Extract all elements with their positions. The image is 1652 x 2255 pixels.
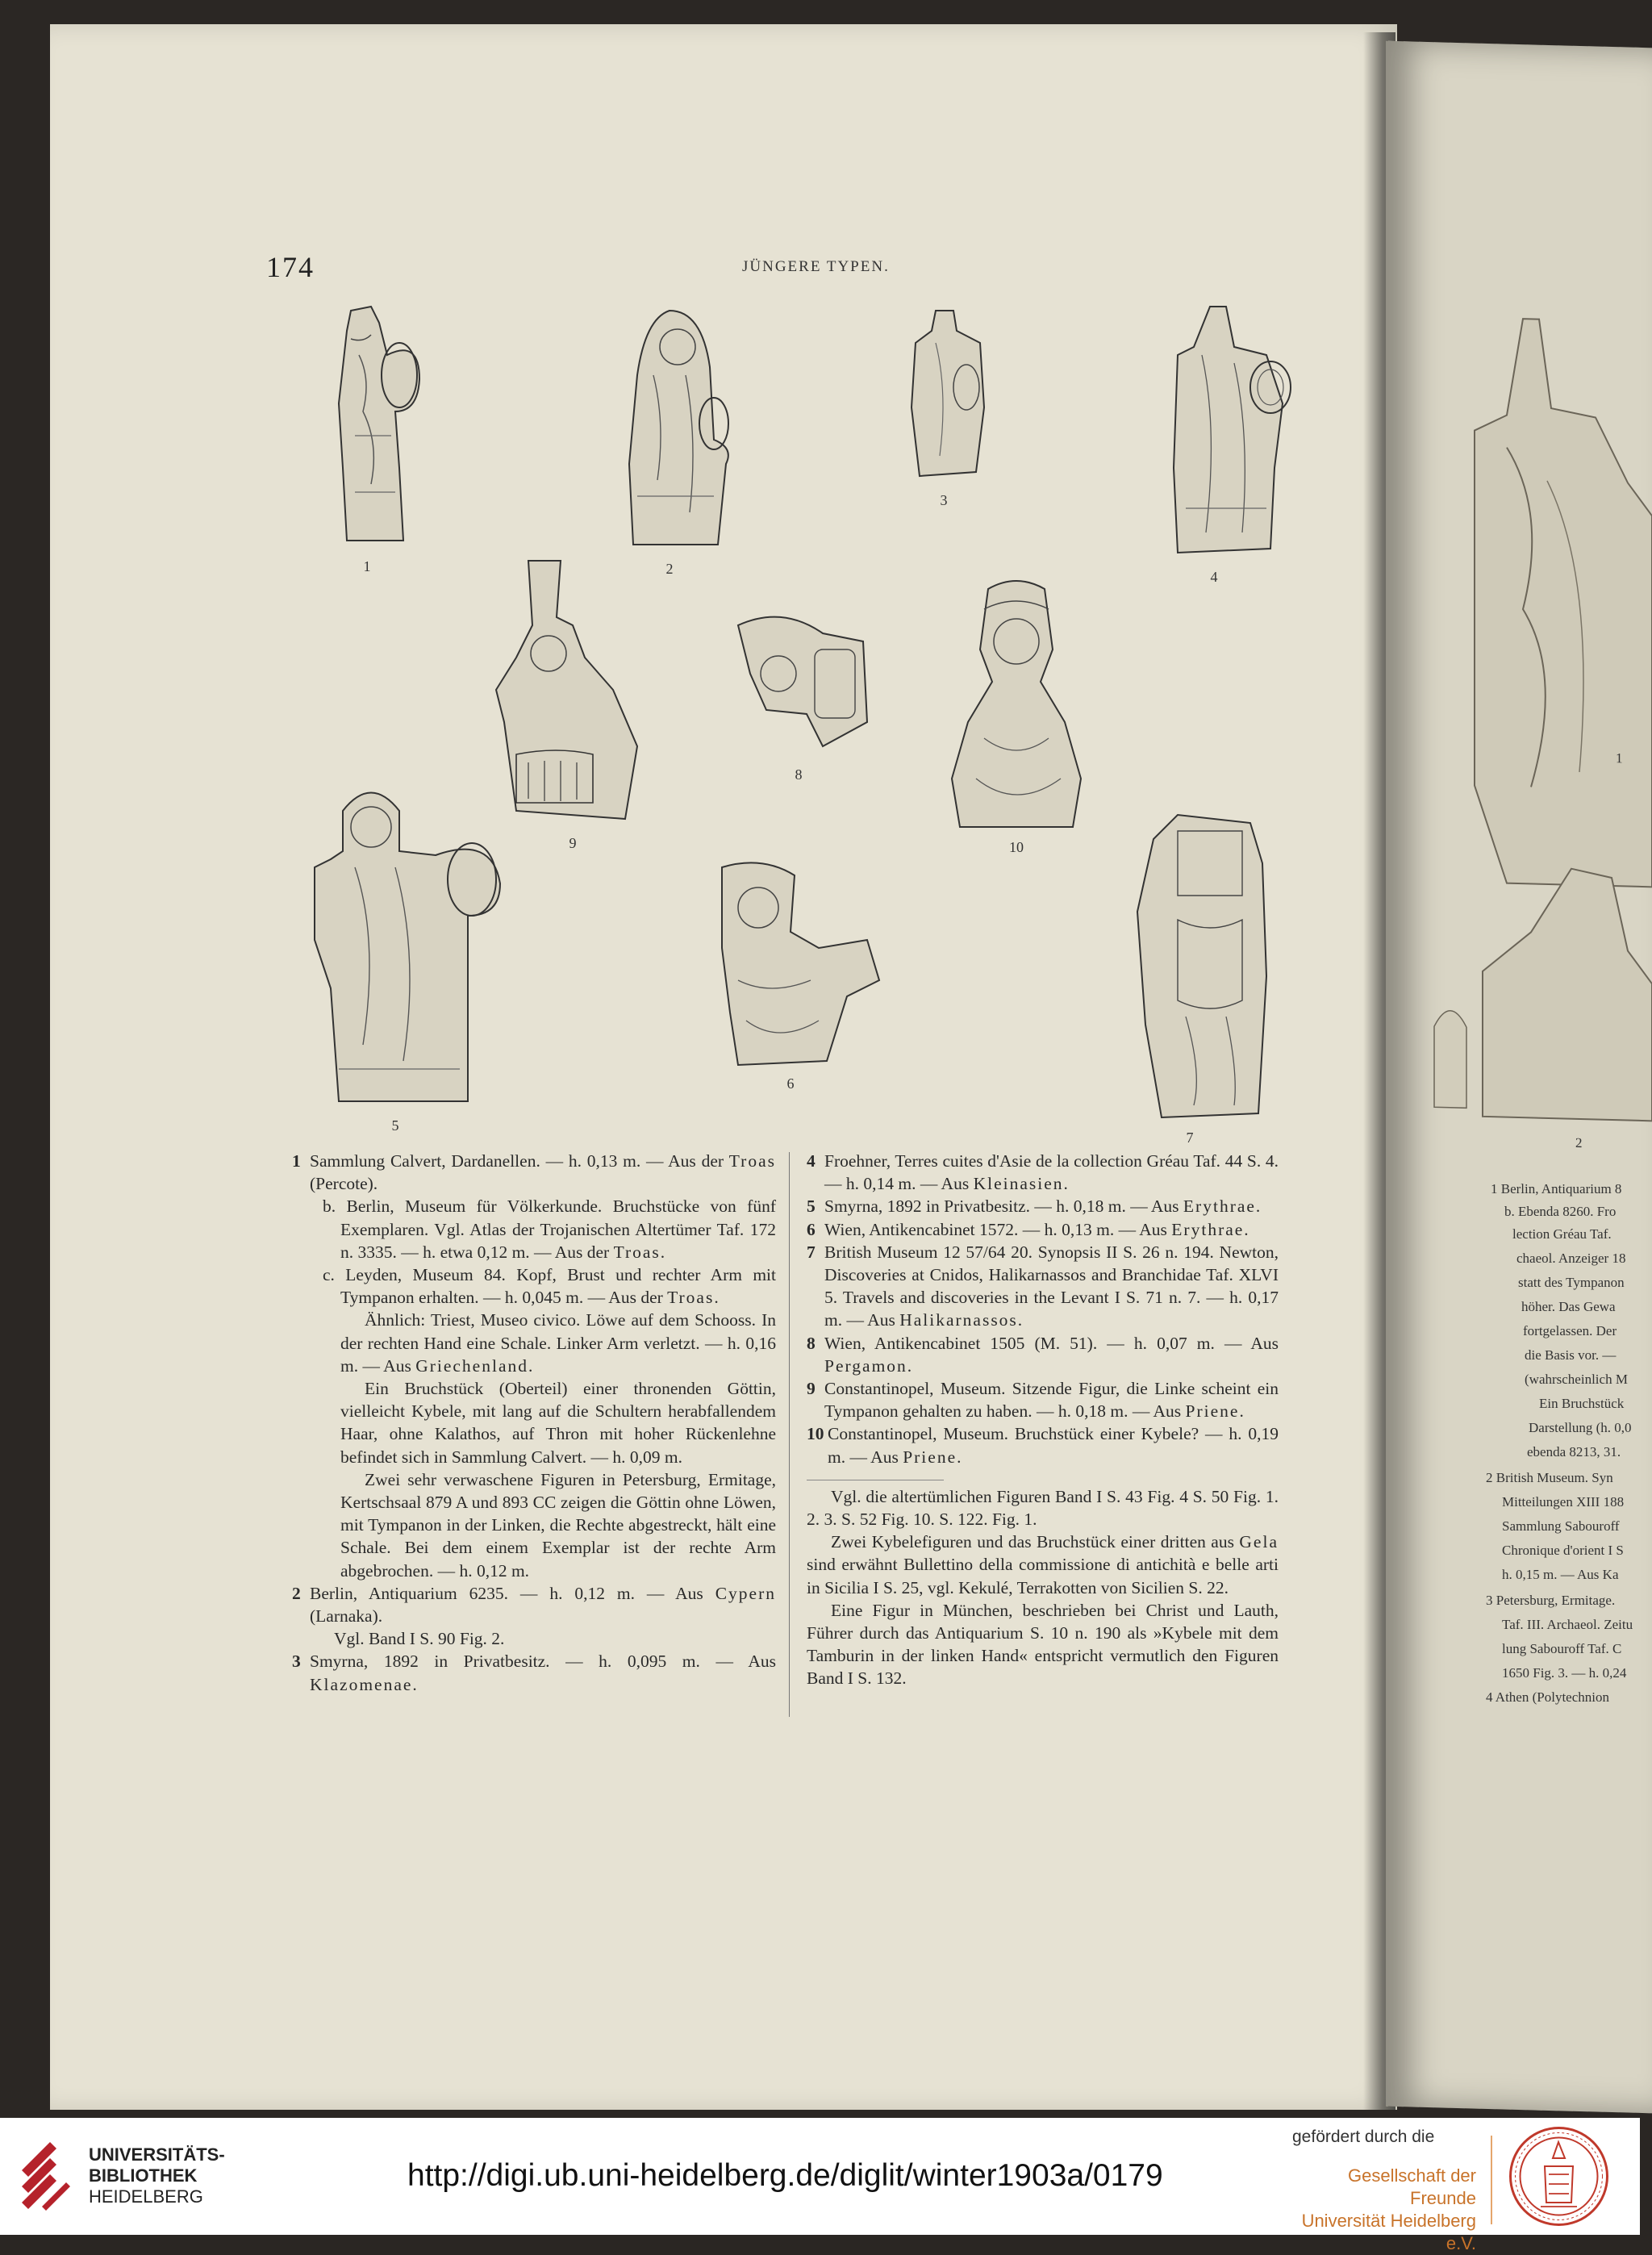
- facing-page-text: h. 0,15 m. — Aus Ka: [1502, 1567, 1619, 1582]
- caption-entry-1: [292, 1150, 776, 1195]
- note-paragraph: [807, 1530, 1279, 1599]
- entry-provenance: Troas: [728, 1151, 776, 1171]
- caption-entry-3: [292, 1650, 776, 1695]
- entry-text: b. Berlin, Museum für Völkerkunde. Bruchstücke von fünf Exemplaren. Vgl. Atlas der Trojanischen Altertümer Taf. 172 n. 3335. — h. etwa 0,12 m. — Aus der: [323, 1196, 776, 1262]
- entry-text: British Museum 12 57/64 20. Synopsis II S. 26 n. 194. Newton, Discoveries at Cnidos, Halikarnassos and Branchidae Taf. XLVI 5. Travels and discoveries in the Levant I S. 71 n. 7. — h. 0,17 m. — Aus: [824, 1242, 1279, 1330]
- entry-text: Constantinopel, Museum. Sitzende Figur, die Linke scheint ein Tympanon gehalten zu haben. — h. 0,18 m. — Aus: [824, 1379, 1279, 1422]
- figure-6-bust-fragment: [706, 859, 879, 1092]
- caption-entry-10: [807, 1422, 1279, 1468]
- entry-provenance: Troas.: [667, 1288, 720, 1308]
- facing-page-text: lection Gréau Taf.: [1512, 1226, 1612, 1242]
- facing-page-text: 1 Berlin, Antiquarium 8: [1491, 1181, 1622, 1196]
- paragraph-text-tail: sind erwähnt Bullettino della commissione di antichità e belle arti in Sicilia I S. 25, vgl. Kekulé, Terrakotten von Sicilien S. 22.: [807, 1555, 1279, 1597]
- caption-entry-1b: [292, 1195, 776, 1263]
- entry-number: 3: [292, 1652, 301, 1672]
- facing-page-text: höher. Das Gewa: [1521, 1299, 1616, 1314]
- entry-number: 5: [807, 1196, 816, 1217]
- facing-page-text: 4 Athen (Polytechnion: [1486, 1689, 1609, 1705]
- facing-page-text: Sammlung Sabouroff: [1502, 1518, 1620, 1534]
- facing-page-text: chaeol. Anzeiger 18: [1516, 1251, 1626, 1266]
- note-paragraph: Eine Figur in München, beschrieben bei Christ und Lauth, Führer durch das Antiquarium S. 10 n. 190 als »Kybele mit dem Tamburin in der linken Hand« entspricht vermutlich den Figuren Band I S. 132.: [807, 1600, 1279, 1689]
- facing-page-text: 2 British Museum. Syn: [1486, 1470, 1613, 1485]
- library-logo-icon: [18, 2138, 74, 2211]
- figure-label: 7: [1186, 1130, 1194, 1146]
- figure-3-fragment: [903, 311, 992, 508]
- entry-provenance: Pergamon.: [824, 1355, 914, 1376]
- paragraph-text: Zwei Kybelefiguren und das Bruchstück einer dritten aus: [831, 1532, 1240, 1552]
- note-paragraph: Zwei sehr verwaschene Figuren in Petersburg, Ermitage, Kertschsaal 879 A und 893 CC zeigen die Göttin ohne Löwen, mit Tympanon in der Linken, die Rechte abgestreckt, hält eine Schale. Bei dem einem Exemplar ist der rechte Arm abgebrochen. — h. 0,12 m.: [340, 1469, 776, 1581]
- figure-9-upper-part: [484, 561, 645, 851]
- library-name-line-1: UNIVERSITÄTS-: [89, 2144, 225, 2165]
- caption-entry-6: [807, 1218, 1279, 1241]
- facing-page-text: fortgelassen. Der: [1523, 1323, 1617, 1338]
- facing-page-text: b. Ebenda 8260. Fro: [1504, 1204, 1617, 1219]
- figure-7-seated-figure: [1129, 815, 1270, 1146]
- caption-entry-5: [807, 1195, 1279, 1217]
- permalink-url[interactable]: http://digi.ub.uni-heidelberg.de/diglit/winter1903a/0179: [407, 2158, 1163, 2193]
- caption-column-left: [292, 1150, 776, 1696]
- entry-provenance: Troas.: [613, 1242, 667, 1262]
- facing-page-figure-2: [1386, 848, 1652, 1113]
- facing-page-text: Chronique d'orient I S: [1502, 1543, 1624, 1558]
- entry-text-tail: (Percote).: [310, 1174, 378, 1194]
- note-paragraph: Vgl. die altertümlichen Figuren Band I S. 43 Fig. 4 S. 50 Fig. 1. 2. 3. S. 52 Fig. 10. S. 122. Fig. 1.: [807, 1486, 1279, 1530]
- facing-page-text: ebenda 8213, 31.: [1527, 1444, 1621, 1459]
- note-paragraph: Vgl. Band I S. 90 Fig. 2.: [334, 1629, 505, 1649]
- entry-text: Berlin, Antiquarium 6235. — h. 0,12 m. — Aus: [310, 1583, 715, 1603]
- society-name-line-2: Universität Heidelberg e.V.: [1301, 2211, 1476, 2253]
- society-name[interactable]: [1283, 2165, 1476, 2255]
- facing-page-text: (wahrscheinlich M: [1525, 1372, 1628, 1387]
- entry-provenance: Erythrae.: [1183, 1196, 1262, 1217]
- entry-number: 8: [807, 1333, 816, 1353]
- caption-entry-9: [807, 1377, 1279, 1422]
- library-name[interactable]: [89, 2144, 225, 2207]
- figure-label: 9: [569, 835, 577, 851]
- facing-page-text: Taf. III. Archaeol. Zeitu: [1502, 1617, 1633, 1632]
- funded-by-label: gefördert durch die: [1292, 2128, 1435, 2146]
- entry-text: Wien, Antikencabinet 1572. — h. 0,13 m. — Aus: [824, 1219, 1172, 1239]
- caption-entry-1c: [292, 1263, 776, 1309]
- figure-label: 3: [940, 492, 948, 508]
- figure-label: 8: [795, 766, 803, 783]
- figure-label: 1: [363, 558, 371, 574]
- figure-label: 2: [665, 561, 674, 577]
- facing-page: [1386, 41, 1652, 2114]
- entry-number: 7: [807, 1242, 816, 1262]
- entry-number: 1: [292, 1151, 301, 1171]
- figure-label: 6: [786, 1075, 795, 1092]
- entry-provenance: Griechenland.: [415, 1355, 535, 1376]
- facing-page-text: statt des Tympanon: [1518, 1275, 1625, 1290]
- entry-text: Constantinopel, Museum. Bruchstück einer Kybele? — h. 0,19 m. — Aus: [828, 1424, 1279, 1467]
- figure-2-seated-goddess: [621, 303, 734, 577]
- entry-provenance: Kleinasien.: [973, 1174, 1070, 1194]
- caption-column-right: [807, 1150, 1279, 1690]
- entry-number: 4: [807, 1151, 816, 1171]
- note-paragraph: Ein Bruchstück (Oberteil) einer thronenden Göttin, vielleicht Kybele, mit lang auf die Schultern herabfallendem Haar, ohne Kalathos, auf Thron mit hoher Rückenlehne befindet sich in Sammlung Calvert. — h. 0,09 m.: [340, 1379, 776, 1467]
- entry-provenance: Priene.: [1185, 1401, 1245, 1422]
- facing-page-text: Mitteilungen XIII 188: [1502, 1494, 1625, 1510]
- entry-provenance: Priene.: [903, 1447, 963, 1467]
- entry-text: Wien, Antikencabinet 1505 (M. 51). — h. 0,07 m. — Aus: [824, 1333, 1279, 1353]
- facing-page-text: 3 Petersburg, Ermitage.: [1486, 1593, 1616, 1608]
- facing-page-text: lung Sabouroff Taf. C: [1502, 1641, 1622, 1656]
- caption-entry-2: [292, 1582, 776, 1627]
- facing-page-text: Ein Bruchstück: [1539, 1396, 1625, 1411]
- entry-text: Sammlung Calvert, Dardanellen. — h. 0,13 m. — Aus der: [310, 1151, 729, 1171]
- paragraph-text: Ähnlich: Triest, Museo civico. Löwe auf dem Schooss. In der rechten Hand eine Schale. Linker Arm verletzt. — h. 0,16 m. — Aus: [340, 1310, 776, 1376]
- facing-page-text: die Basis vor. —: [1525, 1347, 1617, 1363]
- entry-text: Smyrna, 1892 in Privatbesitz. — h. 0,18 m. — Aus: [824, 1196, 1183, 1217]
- figure-5-enthroned-goddess: [307, 779, 504, 1134]
- note-paragraph: [292, 1309, 776, 1377]
- figure-1-seated-goddess: [323, 307, 436, 574]
- figure-label: 10: [1009, 839, 1024, 855]
- facing-page-text: 1650 Fig. 3. — h. 0,24: [1502, 1665, 1627, 1681]
- figure-10-bust: [952, 577, 1081, 855]
- entry-number: 6: [807, 1219, 816, 1239]
- entry-number: 10: [807, 1424, 824, 1444]
- footer-divider: [1491, 2136, 1492, 2224]
- society-name-line-1: Gesellschaft der Freunde: [1348, 2165, 1476, 2208]
- entry-number: 9: [807, 1379, 816, 1399]
- digital-library-footer: [0, 2118, 1640, 2253]
- entry-provenance: Klazomenae.: [310, 1674, 419, 1694]
- entry-provenance: Cypern: [715, 1583, 776, 1603]
- facing-page-text: Darstellung (h. 0,0: [1529, 1420, 1632, 1435]
- facing-fig-label-1: 1: [1616, 750, 1623, 766]
- caption-entry-8: [807, 1332, 1279, 1377]
- library-name-line-2: BIBLIOTHEK: [89, 2165, 198, 2186]
- entry-provenance: Halikarnassos.: [899, 1310, 1024, 1330]
- entry-text: Smyrna, 1892 in Privatbesitz. — h. 0,095 m. — Aus: [310, 1652, 776, 1672]
- page-number: 174: [266, 251, 315, 283]
- entry-provenance: Gela: [1239, 1532, 1279, 1552]
- facing-fig-label-2: 2: [1575, 1134, 1583, 1151]
- caption-entry-4: [807, 1150, 1279, 1195]
- entry-text: c. Leyden, Museum 84. Kopf, Brust und rechter Arm mit Tympanon erhalten. — h. 0,045 m. — Aus der: [323, 1265, 776, 1308]
- figure-label: 5: [391, 1117, 399, 1134]
- entry-number: 2: [292, 1583, 301, 1603]
- figure-8-head-fragment: [734, 609, 871, 783]
- column-divider: [789, 1152, 790, 1717]
- entry-text-tail: (Larnaka).: [310, 1606, 383, 1627]
- entry-provenance: Erythrae.: [1171, 1219, 1250, 1239]
- university-seal-icon: [1508, 2126, 1609, 2227]
- figure-label: 4: [1210, 569, 1218, 585]
- entry-text: Froehner, Terres cuites d'Asie de la collection Gréau Taf. 44 S. 4. — h. 0,14 m. — Aus: [824, 1151, 1279, 1194]
- caption-entry-7: [807, 1241, 1279, 1332]
- library-name-line-3: HEIDELBERG: [89, 2186, 203, 2207]
- running-title: JÜNGERE TYPEN.: [742, 258, 890, 275]
- figure-4-enthroned-goddess: [1162, 307, 1299, 585]
